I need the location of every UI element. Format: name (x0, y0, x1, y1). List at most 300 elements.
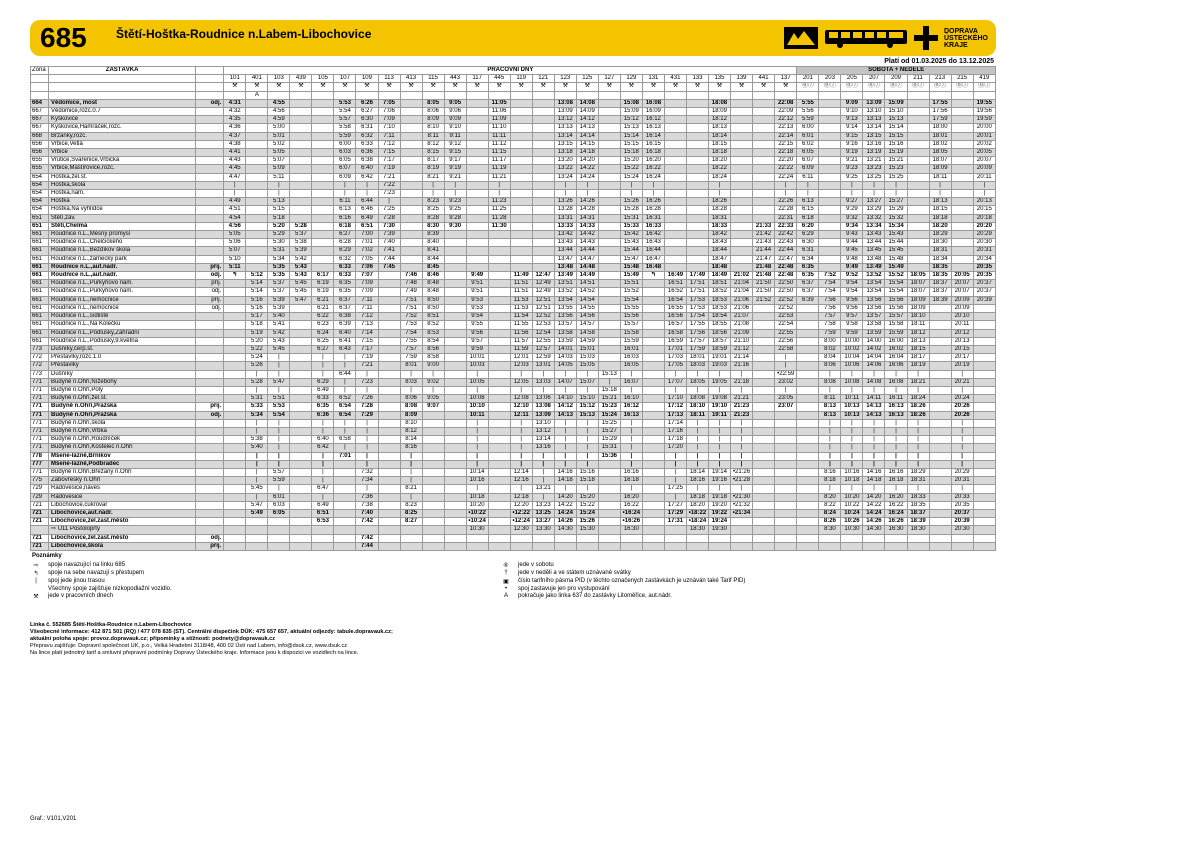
departure-time (378, 427, 400, 435)
departure-time (488, 477, 510, 485)
note-item (500, 570, 980, 577)
zone-cell: 661 (31, 231, 49, 239)
departure-time: 17:55 (686, 321, 708, 329)
departure-time: 9:58 (841, 321, 863, 329)
departure-time (731, 222, 753, 230)
departure-time: | (400, 370, 422, 378)
departure-time: 6:49 (312, 501, 334, 509)
departure-time: 6:23 (312, 321, 334, 329)
departure-time: | (885, 444, 907, 452)
day-type-icon: ⚒ (224, 83, 246, 91)
departure-time: •21:26 (731, 468, 753, 476)
departure-time (246, 116, 268, 124)
departure-time (246, 222, 268, 230)
arr-dep-marker (196, 509, 224, 517)
trip-note (554, 91, 576, 99)
departure-time: 20:26 (951, 411, 973, 419)
departure-time (797, 477, 819, 485)
departure-time: 18:18 (929, 214, 951, 222)
departure-time (312, 157, 334, 165)
departure-time (510, 149, 532, 157)
departure-time (246, 140, 268, 148)
departure-time: 18:31 (929, 247, 951, 255)
departure-time: | (775, 190, 797, 198)
departure-time: 5:53 (268, 403, 290, 411)
departure-time: 8:12 (422, 140, 444, 148)
departure-time (444, 403, 466, 411)
departure-time (797, 542, 819, 550)
departure-time (466, 108, 488, 116)
departure-time: 17:57 (686, 337, 708, 345)
zone-cell: 721 (31, 534, 49, 542)
zone-cell: 773 (31, 345, 49, 353)
departure-time: | (334, 190, 356, 198)
departure-time: 5:45 (246, 485, 268, 493)
departure-time: 5:33 (246, 403, 268, 411)
departure-time (510, 165, 532, 173)
departure-time (312, 132, 334, 140)
departure-time: 11:56 (510, 329, 532, 337)
departure-time: 16:28 (642, 206, 664, 214)
line-number: 685 (40, 22, 87, 53)
zone-cell: 661 (31, 304, 49, 312)
departure-time: | (708, 427, 730, 435)
departure-time (731, 214, 753, 222)
departure-time: 16:13 (885, 411, 907, 419)
departure-time (731, 173, 753, 181)
departure-time: 7:00 (356, 231, 378, 239)
departure-time: 22:55 (775, 329, 797, 337)
stop-name: ⇨ U11 Postoloprty (49, 526, 196, 534)
departure-time: 6:34 (797, 255, 819, 263)
departure-time: 20:35 (951, 501, 973, 509)
departure-time: 15:12 (620, 116, 642, 124)
table-row (31, 386, 996, 394)
trip-number: 107 (334, 75, 356, 83)
departure-time: 20:31 (951, 477, 973, 485)
departure-time (334, 542, 356, 550)
stop-column-header: ZASTÁVKA (49, 67, 196, 75)
departure-time: 13:16 (863, 140, 885, 148)
departure-time (951, 214, 973, 222)
departure-time (797, 485, 819, 493)
departure-time (929, 395, 951, 403)
departure-time (246, 198, 268, 206)
departure-time (731, 255, 753, 263)
departure-time (951, 247, 973, 255)
departure-time: 18:12 (907, 329, 929, 337)
departure-time: 15:59 (620, 337, 642, 345)
departure-time (731, 116, 753, 124)
departure-time (488, 386, 510, 394)
departure-time (444, 468, 466, 476)
departure-time (422, 493, 444, 501)
departure-time (951, 173, 973, 181)
arr-dep-marker (196, 198, 224, 206)
table-row (31, 444, 996, 452)
departure-time (356, 526, 378, 534)
departure-time: 17:03 (664, 354, 686, 362)
departure-time: 10:13 (841, 403, 863, 411)
zone-cell: 772 (31, 354, 49, 362)
departure-time: 8:04 (819, 354, 841, 362)
departure-time (532, 198, 554, 206)
departure-time: 9:43 (841, 231, 863, 239)
table-row (31, 214, 996, 222)
departure-time: 6:00 (797, 124, 819, 132)
departure-time (664, 534, 686, 542)
departure-time: | (488, 190, 510, 198)
departure-time: 15:34 (885, 222, 907, 230)
departure-time: 16:15 (642, 140, 664, 148)
timetable (30, 66, 996, 551)
departure-time: 5:34 (268, 255, 290, 263)
trip-number: 109 (356, 75, 378, 83)
trip-number: 135 (708, 75, 730, 83)
departure-time: 20:37 (973, 288, 995, 296)
departure-time: 15:20 (620, 157, 642, 165)
departure-time: 7:32 (356, 468, 378, 476)
departure-time: 5:47 (290, 296, 312, 304)
departure-time (290, 354, 312, 362)
departure-time (598, 198, 620, 206)
departure-time (598, 222, 620, 230)
day-type-icon: ⚒ (312, 83, 334, 91)
departure-time: 19:18 (708, 493, 730, 501)
stop-name: Libochovice,aut.nádr. (49, 509, 196, 517)
table-row (31, 403, 996, 411)
stop-name: Roudnice n.L.,Podlusky,Zahradní (49, 329, 196, 337)
departure-time: 6:35 (312, 403, 334, 411)
note-text: číslo tarifního pásma PID (v těchto označených zastávkách je uznáván také Tarif PID) (518, 577, 746, 584)
departure-time: 13:15 (554, 140, 576, 148)
departure-time (510, 157, 532, 165)
departure-time: 4:31 (224, 99, 246, 107)
departure-time: 15:07 (576, 378, 598, 386)
table-row (31, 288, 996, 296)
departure-time (290, 116, 312, 124)
trip-note (929, 91, 951, 99)
departure-time: 10:30 (466, 526, 488, 534)
departure-time (907, 140, 929, 148)
departure-time: 18:35 (929, 263, 951, 271)
table-row (31, 157, 996, 165)
departure-time: 7:40 (378, 239, 400, 247)
departure-time: 19:11 (708, 411, 730, 419)
departure-time (510, 542, 532, 550)
departure-time (488, 255, 510, 263)
departure-time (841, 542, 863, 550)
zone-cell: 729 (31, 485, 49, 493)
departure-time: 18:15 (907, 345, 929, 353)
day-type-icon: ⚒ (620, 83, 642, 91)
arr-dep-marker (196, 214, 224, 222)
departure-time (951, 108, 973, 116)
note-symbol-icon: ⑥ (503, 562, 509, 569)
table-row (31, 534, 996, 542)
departure-time (686, 534, 708, 542)
day-type-icon: ⓪⑦ (841, 83, 863, 91)
departure-time: 18:09 (907, 304, 929, 312)
departure-time: 17:53 (686, 296, 708, 304)
arr-dep-marker: odj. (196, 534, 224, 542)
note-symbol-icon (30, 586, 42, 592)
departure-time: 15:18 (598, 386, 620, 394)
departure-time: 7:57 (400, 345, 422, 353)
departure-time: 9:48 (841, 255, 863, 263)
note-symbol-icon: ⚒ (33, 593, 39, 600)
departure-time: 14:26 (863, 518, 885, 526)
departure-time (466, 140, 488, 148)
departure-time: 14:22 (576, 165, 598, 173)
departure-time: 11:21 (488, 173, 510, 181)
departure-time (246, 255, 268, 263)
departure-time: 15:16 (885, 140, 907, 148)
departure-time: 16:47 (642, 255, 664, 263)
departure-time: 12:16 (510, 477, 532, 485)
departure-time: 5:39 (268, 296, 290, 304)
departure-time: 8:56 (422, 345, 444, 353)
departure-time (907, 190, 929, 198)
departure-time (642, 411, 664, 419)
zone-cell: 664 (31, 99, 49, 107)
departure-time: 6:33 (334, 263, 356, 271)
departure-time: 13:54 (554, 296, 576, 304)
departure-time: 16:31 (642, 214, 664, 222)
departure-time: 9:25 (841, 173, 863, 181)
departure-time: 5:20 (246, 337, 268, 345)
departure-time: | (841, 190, 863, 198)
departure-time: | (576, 485, 598, 493)
departure-time (929, 501, 951, 509)
departure-time: | (841, 386, 863, 394)
departure-time (378, 345, 400, 353)
departure-time: 7:44 (356, 542, 378, 550)
departure-time (400, 132, 422, 140)
departure-time (224, 485, 246, 493)
departure-time (731, 542, 753, 550)
stop-name: Přestavlky (49, 362, 196, 370)
trip-number: 129 (620, 75, 642, 83)
departure-time: 19:14 (708, 468, 730, 476)
departure-time (444, 436, 466, 444)
zone-cell: 778 (31, 452, 49, 460)
zone-column-header: Zóna (31, 67, 49, 75)
departure-time: 5:58 (334, 124, 356, 132)
departure-time: 9:15 (444, 149, 466, 157)
departure-time: 5:42 (290, 255, 312, 263)
departure-time (973, 386, 995, 394)
departure-time (378, 477, 400, 485)
departure-time: 7:51 (400, 296, 422, 304)
departure-time (312, 165, 334, 173)
departure-time (224, 493, 246, 501)
departure-time: 15:47 (620, 255, 642, 263)
departure-time (444, 296, 466, 304)
departure-time (400, 140, 422, 148)
trip-note (907, 91, 929, 99)
departure-time: | (246, 493, 268, 501)
departure-time (422, 509, 444, 517)
bus-icon (824, 27, 908, 49)
departure-time: 6:39 (797, 296, 819, 304)
departure-time: 9:25 (444, 206, 466, 214)
departure-time (929, 329, 951, 337)
departure-time (422, 477, 444, 485)
trip-note: A (246, 91, 268, 99)
departure-time (290, 345, 312, 353)
departure-time: 14:33 (576, 222, 598, 230)
departure-time: 13:48 (863, 255, 885, 263)
departure-time (400, 181, 422, 189)
departure-time: 13:16 (532, 444, 554, 452)
departure-time (598, 518, 620, 526)
trip-note-row (31, 91, 996, 99)
departure-time: 19:20 (708, 501, 730, 509)
departure-time (466, 239, 488, 247)
departure-time: | (907, 436, 929, 444)
departure-time (642, 395, 664, 403)
departure-time: 18:37 (929, 280, 951, 288)
departure-time: 4:38 (224, 140, 246, 148)
departure-time: | (312, 354, 334, 362)
departure-time (797, 403, 819, 411)
departure-time: 18:33 (708, 222, 730, 230)
departure-time (642, 337, 664, 345)
departure-time: 6:35 (797, 263, 819, 271)
departure-time (488, 501, 510, 509)
departure-time: 8:39 (422, 231, 444, 239)
day-type-icon: ⚒ (400, 83, 422, 91)
departure-time: 22:52 (775, 304, 797, 312)
departure-time (312, 198, 334, 206)
departure-time: 6:35 (797, 272, 819, 280)
departure-time: | (510, 370, 532, 378)
departure-time: 5:28 (290, 222, 312, 230)
departure-time: 9:49 (466, 272, 488, 280)
departure-time: | (246, 477, 268, 485)
departure-time: 11:51 (510, 280, 532, 288)
departure-time: 18:10 (907, 313, 929, 321)
departure-time: 9:14 (841, 124, 863, 132)
departure-time: | (554, 190, 576, 198)
departure-time (444, 395, 466, 403)
departure-time: 9:59 (466, 345, 488, 353)
timetable-sheet (30, 20, 996, 657)
departure-time: 13:20 (554, 157, 576, 165)
departure-time: 20:05 (973, 149, 995, 157)
departure-time (753, 370, 775, 378)
departure-time: 9:10 (841, 108, 863, 116)
departure-time (400, 263, 422, 271)
trip-note (510, 91, 532, 99)
departure-time: | (246, 468, 268, 476)
departure-time: 16:42 (642, 231, 664, 239)
departure-time (642, 493, 664, 501)
departure-time (797, 427, 819, 435)
departure-time: 13:28 (554, 206, 576, 214)
zone-cell: 654 (31, 198, 49, 206)
departure-time: 7:58 (819, 321, 841, 329)
departure-time: 7:09 (356, 280, 378, 288)
departure-time: 7:54 (819, 280, 841, 288)
departure-time: 12:11 (510, 411, 532, 419)
departure-time: 15:24 (620, 173, 642, 181)
departure-time: 5:42 (268, 329, 290, 337)
departure-time (422, 526, 444, 534)
departure-time: 22:42 (775, 231, 797, 239)
departure-time: 15:55 (620, 304, 642, 312)
departure-time: 10:13 (841, 411, 863, 419)
departure-time: | (885, 419, 907, 427)
departure-time: 6:35 (334, 288, 356, 296)
trip-number: 137 (775, 75, 797, 83)
departure-time (973, 354, 995, 362)
departure-time: 18:43 (708, 239, 730, 247)
departure-time: 13:10 (863, 108, 885, 116)
departure-time: | (510, 386, 532, 394)
arr-dep-marker (196, 149, 224, 157)
departure-time: 6:51 (312, 509, 334, 517)
trip-number: 441 (753, 75, 775, 83)
departure-time: 6:33 (356, 140, 378, 148)
departure-time (907, 231, 929, 239)
departure-time (598, 132, 620, 140)
departure-time: 7:05 (356, 255, 378, 263)
departure-time (224, 296, 246, 304)
departure-time (488, 304, 510, 312)
departure-time: 16:54 (664, 296, 686, 304)
departure-time: 6:20 (797, 222, 819, 230)
departure-time: 18:18 (708, 149, 730, 157)
note-text: spoje navazující na linku 685 (48, 561, 126, 568)
departure-time: | (334, 362, 356, 370)
departure-time (510, 190, 532, 198)
departure-time (488, 526, 510, 534)
stop-name: Kyškovice (49, 116, 196, 124)
departure-time: 18:48 (708, 263, 730, 271)
departure-time: | (400, 477, 422, 485)
departure-time: | (312, 460, 334, 468)
departure-time (488, 280, 510, 288)
departure-time (510, 124, 532, 132)
departure-time: 18:15 (708, 140, 730, 148)
departure-time (731, 99, 753, 107)
departure-time: 13:56 (863, 296, 885, 304)
stop-name: Mšené-lázně,Podbradec (49, 460, 196, 468)
departure-time: 16:57 (664, 321, 686, 329)
departure-time: 15:31 (598, 444, 620, 452)
zone-cell: 661 (31, 321, 49, 329)
table-row (31, 116, 996, 124)
departure-time (444, 239, 466, 247)
departure-time (863, 534, 885, 542)
departure-time: | (885, 485, 907, 493)
departure-time (753, 149, 775, 157)
arr-dep-marker: odj. (196, 272, 224, 280)
departure-time: 7:26 (356, 395, 378, 403)
departure-time (334, 501, 356, 509)
departure-time: | (554, 485, 576, 493)
departure-time (224, 411, 246, 419)
departure-time: 10:02 (841, 345, 863, 353)
departure-time (753, 395, 775, 403)
departure-time (532, 99, 554, 107)
departure-time: 16:13 (620, 411, 642, 419)
departure-time: 17:49 (686, 272, 708, 280)
departure-time (753, 206, 775, 214)
departure-time: 11:23 (488, 198, 510, 206)
